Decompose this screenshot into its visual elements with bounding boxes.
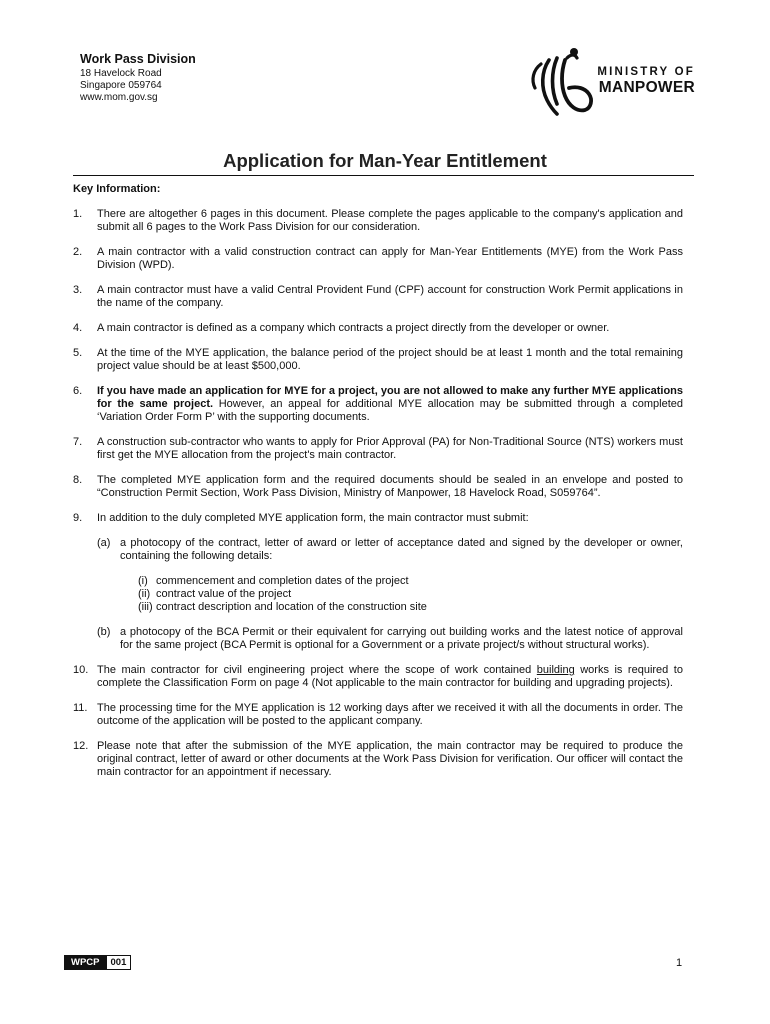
sub-sub-item-label: (ii) <box>138 588 151 600</box>
item-text: works is required to complete the Classification Form on page 4 (Not applicable to the main contractor for building and upgrading projects). <box>97 664 683 689</box>
division-name: Work Pass Division <box>80 52 196 66</box>
item-number: 10. <box>73 664 89 676</box>
item-number: 1. <box>73 208 83 220</box>
form-number: 001 <box>106 956 131 969</box>
sub-sub-item-label: (iii) <box>138 601 153 613</box>
sub-sub-item-iii <box>138 601 683 614</box>
page-number: 1 <box>676 957 683 969</box>
item-number: 7. <box>73 436 83 448</box>
list-item-2 <box>73 246 683 272</box>
item-number: 2. <box>73 246 83 258</box>
item-text: A construction sub-contractor who wants to apply for Prior Approval (PA) for Non-Traditional Source (NTS) workers must first get the MYE allocation from the project's main contractor. <box>97 436 683 461</box>
item-text: In addition to the duly completed MYE application form, the main contractor must submit: <box>97 512 529 524</box>
list-item-10 <box>73 664 683 690</box>
address-line-1: 18 Havelock Road <box>80 68 162 79</box>
item-number: 12. <box>73 740 89 752</box>
key-information-list <box>73 208 683 791</box>
item-text: There are altogether 6 pages in this document. Please complete the pages applicable to the company's application and submit all 6 pages to the Work Pass Division for our consideration. <box>97 208 683 233</box>
list-item-9 <box>73 512 683 652</box>
item-number: 8. <box>73 474 83 486</box>
title-divider <box>73 175 694 176</box>
sub-item-text: a photocopy of the contract, letter of award or letter of acceptance dated and signed by the developer or owner, containing the following details: <box>120 537 683 562</box>
item-text: The main contractor for civil engineering project where the scope of work contained <box>97 664 537 676</box>
item-number: 9. <box>73 512 83 524</box>
address-line-2: Singapore 059764 <box>80 80 162 91</box>
item-number: 11. <box>73 702 88 714</box>
item-text: The processing time for the MYE application is 12 working days after we received it with all the documents in order. The outcome of the application will be posted to the applicant company. <box>97 702 683 727</box>
item-number: 6. <box>73 385 83 397</box>
sub-sub-item-text: contract value of the project <box>156 588 292 600</box>
list-item-5 <box>73 347 683 373</box>
key-information-heading: Key Information: <box>73 183 161 195</box>
list-item-11 <box>73 702 683 728</box>
ministry-logo-text <box>591 66 695 97</box>
item-underlined-text: building <box>536 664 575 676</box>
logo-text-manpower: MANPOWER <box>598 79 695 96</box>
item-text: The completed MYE application form and the required documents should be sealed in an envelope and posted to “Construction Permit Section, Work Pass Division, Ministry of Manpower, 18 Havelock Road, S059764”. <box>97 474 683 499</box>
item-text: Please note that after the submission of the MYE application, the main contractor may be required to produce the original contract, letter of award or other documents at the Work Pass Division for verification. Our officer will contact the main contractor for an appointment if necessary. <box>97 740 683 778</box>
item-text: A main contractor must have a valid Central Provident Fund (CPF) account for construction Work Permit applications in the name of the company. <box>97 284 683 309</box>
website-link[interactable]: www.mom.gov.sg <box>80 92 158 103</box>
sub-sub-item-label: (i) <box>138 575 148 587</box>
sub-item-a <box>97 537 683 614</box>
item-number: 4. <box>73 322 83 334</box>
list-item-4 <box>73 322 683 335</box>
sub-item-label: (a) <box>97 537 111 549</box>
list-item-8 <box>73 474 683 500</box>
list-item-1 <box>73 208 683 234</box>
sub-item-b <box>97 626 683 652</box>
division-address-block <box>80 52 196 104</box>
logo-text-ministry-of: MINISTRY OF <box>597 66 695 78</box>
item-text: A main contractor is defined as a company which contracts a project directly from the developer or owner. <box>97 322 610 334</box>
ministry-logo <box>527 46 697 124</box>
form-code: WPCP <box>65 956 106 969</box>
item-number: 5. <box>73 347 83 359</box>
item-number: 3. <box>73 284 83 296</box>
sub-item-text: a photocopy of the BCA Permit or their equivalent for carrying out building works and the latest notice of approval for the same project (BCA Permit is optional for a Government or a private project/s without structural works). <box>120 626 683 651</box>
list-item-6 <box>73 385 683 424</box>
document-title: Application for Man-Year Entitlement <box>223 150 547 171</box>
ministry-logo-icon <box>527 46 595 124</box>
form-code-badge <box>64 955 131 970</box>
item-bold-text: If you have made an application for MYE for a project, you are not allowed to make any further MYE applications for the same project. <box>97 385 683 410</box>
list-item-7 <box>73 436 683 462</box>
sub-sub-item-text: contract description and location of the construction site <box>156 601 427 613</box>
sub-item-label: (b) <box>97 626 111 638</box>
sub-sub-item-i <box>138 575 683 588</box>
sub-sub-list <box>120 575 683 614</box>
item-text: However, an appeal for additional MYE allocation may be submitted through a completed ‘Variation Order Form P’ with the supporting documents. <box>97 398 683 423</box>
list-item-3 <box>73 284 683 310</box>
list-item-12 <box>73 740 683 779</box>
item-text: At the time of the MYE application, the balance period of the project should be at least 1 month and the total remaining project value should be at least $500,000. <box>97 347 683 372</box>
sub-sub-item-ii <box>138 588 683 601</box>
sub-sub-item-text: commencement and completion dates of the project <box>156 575 409 587</box>
item-text: A main contractor with a valid construction contract can apply for Man-Year Entitlements (MYE) from the Work Pass Division (WPD). <box>97 246 683 271</box>
